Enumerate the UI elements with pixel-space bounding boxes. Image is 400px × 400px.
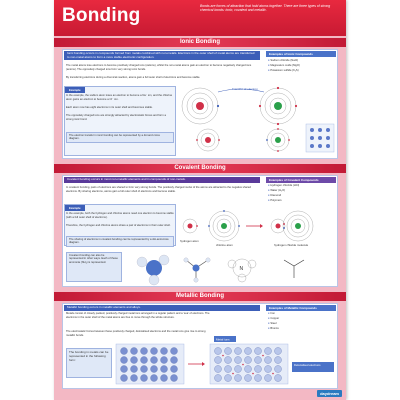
ammonia-dot-cross [228,259,256,282]
ionic-example-2: Each atom now has eight electrons in its outer shell and becomes stable. [66,106,153,109]
ionic-example-tag: Example [65,87,85,93]
sodium-ion [196,129,220,151]
ionic-diagram [178,84,338,156]
covalent-examples-heading: Examples of Covalent Compounds [266,177,336,183]
ammonia-structural [284,260,304,278]
poster [54,0,346,400]
metallic-arrowhead [202,362,205,366]
ionic-dot-cross-note: The electron transfer in ionic bonding can be represented by a dot and cross diagram. [66,132,174,143]
chloride-ion [266,128,290,152]
delocalised-label: Delocalised electrons [294,363,321,367]
metallic-representation-note: The bonding in metals can be represented in the following form: [66,348,112,378]
chlorine-atom-covalent [208,210,240,241]
covalent-other-ways-note: Covalent bonding can also be represented in other ways. Each of these ammonia (NH₃) is represented. [66,252,122,282]
list-item: ● Water (H₂O) [268,189,286,192]
ammonia-ball-model [137,255,169,285]
hydrogen-atom [183,219,198,233]
hydrogen-atom-label: hydrogen atom [180,239,199,243]
metallic-band [54,292,346,301]
covalent-examples-list [268,183,299,203]
covalent-band-label: Covalent Bonding [174,164,226,171]
ionic-band-label: Ionic Bonding [180,38,220,45]
publisher-logo: daydream [317,390,342,397]
ionic-examples-heading: Examples of Ionic Compounds [266,51,336,57]
covalent-paragraph-1: In covalent bonding, pairs of electrons are shared to form very strong bonds. The positively charged nuclei of the atoms are attracted to the negative shared electrons. By sharing electrons, atoms gain a full outer shell of electrons and become stable. [66,186,251,193]
metallic-paragraph-2: The electrostatic forces between these positively charged, delocalised electrons and the metal ions give rise to strong metallic bonds. [66,330,206,337]
ionic-intro: Ionic bonding occurs in compounds formed from metals combined with non-metals. Electrons in the outer shell of metal atoms are transferred to non-metal atoms to form a more stable electronic configuration. [64,51,260,60]
covalent-dot-cross-note: The sharing of electrons in covalent bonding can be represented by a dot-and-cross diagram. [66,236,174,247]
covalent-intro: Covalent bonding occurs in most non-metallic elements and in compounds of non-metals. [64,177,260,183]
lattice-ions [310,128,330,148]
list-item: ● Polymers [268,199,282,202]
reaction-arrowhead [260,224,263,228]
list-item: ● Steel [268,322,277,325]
poster-header [54,0,346,36]
metallic-band-label: Metallic Bonding [176,292,224,299]
ionic-example-3: The oppositely charged ions are strongly attracted by electrostatic forces and form a strong ionic bond. [66,114,166,121]
covalent-example-2: Therefore, the hydrogen and chlorine atoms share a pair of electrons in their outer shell. [66,224,171,227]
ionic-paragraph-2: By transferring electrons during a chemical reaction, atoms gain a full outer shell of electrons and become stable. [66,76,201,79]
covalent-band [54,164,346,173]
metallic-examples-list [268,311,279,331]
ionic-band [54,38,346,47]
ionic-paragraph-1: The metal atoms lose electrons to become positively charged ions (cations), whilst the non-metal atoms gain an electron to become negatively charged ions (anions). The oppositely charged ions form very strong ionic bonds. [66,64,252,71]
metallic-intro: Metallic bonding occurs in metallic elements and alloys. [64,305,260,311]
covalent-example-tag: Example [65,205,85,211]
hcl-molecule [271,211,313,241]
ionic-example-1: In the example, the sodium atom loses an electron to become a Na⁺ ion, and the chlorine atom gains an electron to become a Cl⁻ ion. [66,94,173,101]
chlorine-atom [259,87,297,125]
list-item: ● Potassium sulfide (K₂S) [268,69,299,72]
ammonia-n-label: N [239,266,244,272]
metal-ions-label: Metal ions [216,337,230,342]
list-item: ● Magnesium oxide (MgO) [268,64,300,67]
list-item: ● Diamond [268,194,282,197]
chlorine-atom-label: chlorine atom [216,243,233,247]
covalent-example-1: In the example, both the hydrogen and chlorine atoms need one electron to become stable (with a full outer shell of electrons). [66,212,174,219]
list-item: ● Copper [268,317,280,320]
ionic-transfer-label: Transfer of electron [232,87,258,91]
list-item: ● Sodium chloride (NaCl) [268,59,299,62]
metallic-paragraph-1: Metals consist of closely packed, positively charged metal ions arranged in a regular pattern and a 'sea' of electrons. The electrons in the outer shell of the metal atoms are free to move through the whole structure. [66,312,210,319]
metallic-examples-heading: Examples of Metallic Compounds [266,305,336,311]
list-item: ● Hydrogen chloride (HCl) [268,184,300,187]
sodium-atom [182,88,219,124]
list-item: ● Bronze [268,327,279,330]
metallic-diagram [114,336,336,388]
list-item: ● Iron [268,312,276,315]
ammonia-models [124,250,336,286]
poster-intro: Bonds are forces of attraction that hold atoms together. There are three types of strong chemical bonds: ionic, covalent and metallic. [200,4,331,13]
poster-title: Bonding [62,5,141,26]
hcl-molecule-label: hydrogen chloride molecule [274,243,309,247]
ammonia-stick-model [184,258,210,282]
covalent-diagram [178,208,338,248]
ionic-examples-list [268,58,300,73]
